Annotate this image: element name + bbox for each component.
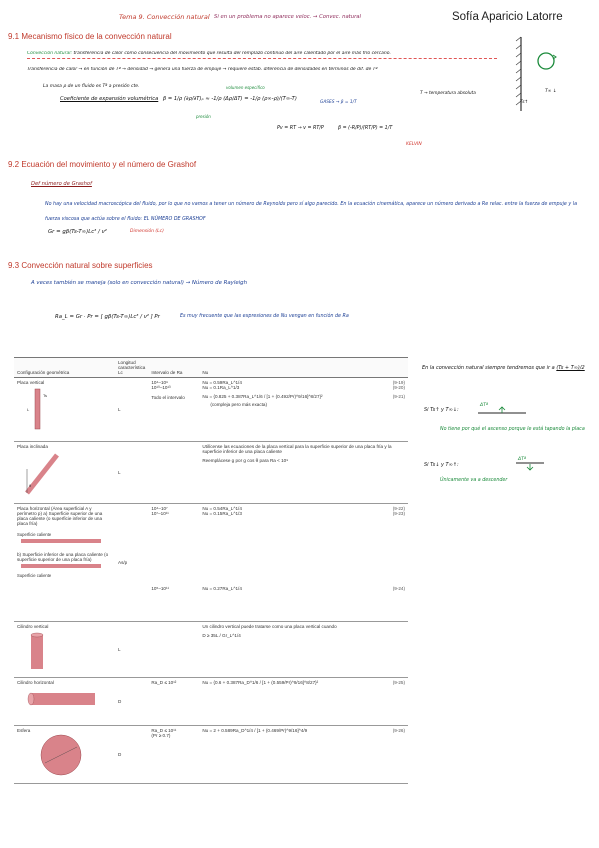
section-heading-9-1: 9.1 Mecanismo físico de la convección natural <box>8 32 172 41</box>
rayleigh-equation: Ra_L = Gr · Pr = [ gβ(Ts-T∞)Lc³ / ν² ] Pr <box>55 314 160 320</box>
grashof-equation: Gr = gβ(Ts-T∞)Lc³ / ν² <box>48 229 107 235</box>
table-row <box>14 442 408 504</box>
horizontal-cylinder-icon <box>17 685 107 713</box>
range-cell <box>148 378 199 442</box>
config-label: Cilindro vertical <box>17 624 49 629</box>
lc-cell: D <box>115 678 148 726</box>
config-label: Cilindro horizontal <box>17 680 54 685</box>
column-header: Configuración geométrica <box>14 358 115 378</box>
nusselt-cell <box>199 378 408 442</box>
grashof-explanation: No hay una velocidad macroscópica del fluido, por lo que no vamos a tener un número de Reynolds pero sí algo parecido. En la ecuación cinemática, aparece un número derivado a Re relac. entre la fuerza de empuje y la fuerza viscosa que actúa sobre el fluido: EL NÚMERO DE GRASHOF <box>45 202 578 222</box>
nusselt-equation: Nu = 2 + 0.589Ra_D^1/4 / [1 + (0.469/Pr)^9/16]^4/9 <box>202 728 308 733</box>
horizontal-plate-icon <box>17 562 107 572</box>
nusselt-equation: Nu = 0.15Ra_L^1/3 <box>202 511 242 516</box>
nusselt-cell <box>199 726 408 784</box>
range-cell <box>148 678 199 726</box>
config-label: Esfera <box>17 728 31 733</box>
lc-cell: L <box>115 622 148 678</box>
section-heading-9-2: 9.2 Ecuación del movimiento y el número de Grashof <box>8 160 197 169</box>
case-cold-delta: ΔTª <box>518 457 526 462</box>
case-hot-explanation: No tiene por qué el ascenso porque le está tapando la placa <box>440 427 585 432</box>
case-hot-surface-label: Si Ts↑ y T∞↓: <box>424 407 459 413</box>
range-cell <box>148 442 199 504</box>
equation-number: (9-24) <box>392 586 405 591</box>
config-cell <box>14 678 115 726</box>
hot-plate-sketch-icon <box>476 404 536 418</box>
ideal-gas-law: Pv = RT → v = RT/P <box>277 126 324 131</box>
nusselt-correlations-table <box>14 357 408 784</box>
lc-cell: D <box>115 726 148 784</box>
absolute-temperature-note: T → temperatura absoluta <box>420 91 476 96</box>
nusselt-equation: Nu = {0.6 + 0.387Ra_D^1/6 / [1 + (0.559/Pr)^9/16]^8/27}² <box>202 680 319 685</box>
range-value: 10⁷–10¹¹ <box>151 511 169 516</box>
range-cell <box>148 726 199 784</box>
complexity-note: (compleja pero más exacta) <box>210 402 267 407</box>
table-row <box>14 378 408 442</box>
svg-text:Ts: Ts <box>43 393 47 398</box>
equation-number: (9-26) <box>392 728 405 733</box>
range-value: 10⁴–10⁷ <box>151 506 168 511</box>
config-cell <box>14 442 115 504</box>
column-header: Longitud característica Lc <box>115 358 148 378</box>
kelvin-note: KELVIN <box>406 142 422 147</box>
equation-number: (9-20) <box>392 385 405 390</box>
config-cell <box>14 622 115 678</box>
beta-equation: β = 1/ρ (∂ρ/∂T)ₚ ≈ -1/ρ (Δρ/ΔT) = -1/ρ (ρ∞-ρ)/(T∞-T) <box>162 96 297 102</box>
inclined-plate-replacement: Reemplácese g por g cos θ para Ra < 10⁹ <box>202 458 289 463</box>
lc-cell: L <box>115 442 148 504</box>
table-row <box>14 726 408 784</box>
equation-number: (9-21) <box>392 394 405 399</box>
nusselt-equation: Nu = {0.825 + 0.387Ra_L^1/6 / [1 + (0.492/Pr)^9/16]^8/27}² <box>202 394 323 399</box>
cold-plate-sketch-icon <box>514 458 554 472</box>
range-value: Ra_D ≤ 10¹¹ <box>151 728 177 733</box>
range-value: Todo el intervalo <box>151 395 185 400</box>
config-label: Placa vertical <box>17 380 45 385</box>
ts-label: Ts↑ <box>520 100 529 105</box>
beta-derivation: β = (-R/P)/(RT/P) = 1/T <box>338 126 393 131</box>
vertical-cylinder-condition: D ≥ 35L / Gr_L^1/4 <box>202 633 241 638</box>
range-value: Ra_D ≤ 10¹² <box>151 680 177 685</box>
heat-transfer-chain: Transferencia de calor → en función de Tª → densidad → genera una fuerza de empuje → requiere estab. diferencia de densidades en términos de dif. de Tª <box>27 67 378 72</box>
underline-divider <box>27 58 497 59</box>
lc-cell: As/p <box>115 504 148 622</box>
convection-plate-icon <box>513 33 565 119</box>
range-cell <box>148 622 199 678</box>
range-value: 10⁴–10⁹ <box>151 380 169 385</box>
config-cell <box>14 504 115 622</box>
nusselt-cell <box>199 504 408 622</box>
nusselt-cell <box>199 622 408 678</box>
sphere-icon <box>17 733 107 777</box>
svg-text:L: L <box>27 407 30 412</box>
nusselt-equation: Nu = 0.59Ra_L^1/4 <box>202 380 242 385</box>
vertical-cylinder-text: Un cilindro vertical puede tratarse como una placa vertical cuando <box>202 624 337 629</box>
nusselt-equation: Nu = 0.1Ra_L^1/3 <box>202 385 240 390</box>
convection-definition-label: Convección natural: <box>27 51 73 56</box>
table-row <box>14 504 408 622</box>
film-temperature-note <box>422 362 592 374</box>
config-cell <box>14 378 115 442</box>
inclined-plate-icon <box>17 449 67 497</box>
topic-title: Tema 9. Convección natural <box>119 13 210 21</box>
range-value: 10¹⁰–10¹³ <box>151 385 171 390</box>
column-header: Intervalo de Ra <box>148 358 199 378</box>
equation-number: (9-19) <box>392 380 405 385</box>
surface-label: Superficie caliente <box>17 532 52 537</box>
surface-label: Superficie caliente <box>17 573 52 578</box>
range-value: 10⁵–10¹¹ <box>151 586 170 591</box>
case-cold-explanation: Únicamente va a descender <box>440 478 508 483</box>
expansion-coefficient-label: Coeficiente de expansión volumétrica <box>60 96 159 102</box>
grashof-dimension-note: Dimensión (Lc) <box>130 229 164 234</box>
case-hot-delta: ΔTª <box>480 403 488 408</box>
nusselt-cell <box>199 442 408 504</box>
t-infinity-label: T∞ ↓ <box>545 89 557 94</box>
density-note: La masa ρ de un fluido es Tª a presión cte. <box>43 84 140 89</box>
convection-definition-text: transferencia de calor como consecuencia del movimiento que resulta del remplazo continuo del aire calentado por el aire más frío cercano. <box>73 51 391 56</box>
config-label-b: b) Superficie inferior de una placa caliente (o superficie superior de una placa fría) <box>17 552 109 562</box>
author-name: Sofía Aparicio Latorre <box>452 11 563 23</box>
table-row <box>14 678 408 726</box>
vertical-plate-icon <box>17 385 57 431</box>
film-temperature-formula: (Ts + T∞)/2 <box>556 365 585 371</box>
config-label: Placa inclinada <box>17 444 48 449</box>
section-heading-9-3: 9.3 Convección natural sobre superficies <box>8 261 153 270</box>
case-cold-surface-label: Si Ts↓ y T∞↑: <box>424 462 459 468</box>
table-header-row <box>14 358 408 378</box>
inclined-plate-instructions: Utilícense las ecuaciones de la placa vertical para la superficie superior de una placa fría y la superficie inferior de una placa caliente <box>202 444 392 454</box>
pressure-annotation: presión <box>196 114 211 119</box>
horizontal-plate-icon <box>17 537 107 547</box>
expansion-coefficient-row <box>60 96 297 102</box>
equation-number: (9-25) <box>392 680 405 685</box>
vertical-cylinder-icon <box>17 629 57 673</box>
rayleigh-intro: A veces también se maneja (solo en convección natural) → Número de Rayleigh <box>31 280 247 286</box>
table-row <box>14 622 408 678</box>
range-value: (Pr ≥ 0.7) <box>151 733 171 738</box>
lc-cell: L <box>115 378 148 442</box>
config-label: Placa horizontal (Área superficial A y perímetro p) a) Superficie superior de una placa caliente (o superficie inferior de una placa fría) <box>17 506 103 526</box>
svg-text:θ: θ <box>29 483 32 488</box>
config-cell <box>14 726 115 784</box>
nusselt-equation: Nu = 0.27Ra_L^1/4 <box>202 586 242 591</box>
nusselt-equation: Nu = 0.54Ra_L^1/4 <box>202 506 242 511</box>
specific-volume-annotation: volumen especifico <box>226 85 265 90</box>
nusselt-cell <box>199 678 408 726</box>
equation-number: (9-23) <box>392 511 405 516</box>
equation-number: (9-22) <box>392 506 405 511</box>
header-note: Si en un problema no aparece veloc. → Convec. natural <box>214 14 362 20</box>
grashof-definition-label: Def número de Grashof <box>31 181 92 187</box>
range-cell <box>148 504 199 622</box>
rayleigh-note: Es muy frecuente que las expresiones de Nu vengan en función de Ra <box>180 314 349 319</box>
film-temperature-text: En la convección natural siempre tendremos que ir a <box>422 365 555 371</box>
column-header: Nu <box>199 358 408 378</box>
gases-note: GASES → β = 1/T <box>320 100 357 105</box>
